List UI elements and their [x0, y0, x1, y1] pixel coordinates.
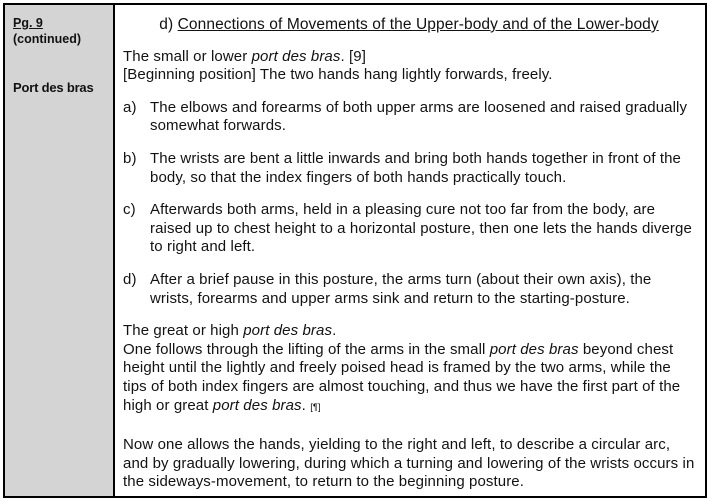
section-heading-title: Connections of Movements of the Upper-body and of the Lower-body	[177, 16, 659, 33]
intro-line-2: [Beginning position] The two hands hang lightly forwards, freely.	[123, 66, 553, 84]
great-body-text: One follows through the lifting of the arms in the small	[123, 340, 490, 358]
term-italic: port des bras	[489, 340, 579, 358]
list-item-text: After a brief pause in this posture, the arms turn (about their own axis), the wrists, forearms and upper arms sink and return to the starting-posture.	[150, 270, 652, 307]
great-body-period: .	[301, 396, 311, 414]
great-body	[123, 341, 695, 417]
page-number: Pg. 9	[13, 16, 43, 30]
footnote-marker: [¶]	[310, 401, 321, 413]
great-body-text: beyond chest height until the lightly and freely poised head is framed by the two arms, while the tips of both index fingers are almost touching, and thus we have the first part of the high or great	[123, 340, 681, 414]
list-item-text: The elbows and forearms of both upper arms are loosened and raised gradually somewhat forwards.	[150, 98, 688, 135]
closing-paragraph: Now one allows the hands, yielding to the right and left, to describe a circular arc, and by gradually lowering, during which a turning and lowering of the wrists occurs in the sideways-movement, to return to the beginning posture.	[123, 436, 695, 491]
intro-line-1	[123, 48, 695, 67]
list-item-label: b)	[123, 149, 137, 167]
document-table	[3, 3, 707, 498]
content-cell	[115, 5, 705, 496]
intro-paragraph	[123, 48, 695, 85]
section-heading	[123, 16, 695, 35]
page-continued-label: (continued)	[13, 31, 82, 46]
great-port-des-bras-paragraph	[123, 322, 695, 417]
topic-label: Port des bras	[13, 80, 94, 96]
intro-text: The small or lower	[123, 47, 252, 65]
list-item-label: a)	[123, 98, 137, 116]
term-italic: port des bras	[212, 396, 302, 414]
list-item-a	[123, 99, 695, 136]
term-italic: port des bras	[251, 47, 341, 65]
page-reference	[13, 16, 109, 47]
list-item-d	[123, 271, 695, 308]
list-item-text: The wrists are bent a little inwards and bring both hands together in front of the body, so that the index fingers of both hands practically touch.	[150, 149, 682, 186]
term-italic: port des bras	[243, 322, 333, 340]
sidebar-cell	[5, 5, 115, 496]
footnote-ref-9: . [9]	[340, 47, 366, 65]
list-item-b	[123, 150, 695, 187]
section-heading-letter: d)	[159, 16, 178, 33]
list-item-label: c)	[123, 201, 136, 219]
list-item-c	[123, 201, 695, 257]
great-title-line	[123, 322, 695, 341]
great-title-period: .	[332, 322, 337, 340]
list-item-text: Afterwards both arms, held in a pleasing cure not too far from the body, are raised up to chest height to a horizontal posture, then one lets the hands diverge to right and left.	[150, 201, 692, 256]
list-item-label: d)	[123, 270, 137, 288]
great-title-text: The great or high	[123, 322, 244, 340]
